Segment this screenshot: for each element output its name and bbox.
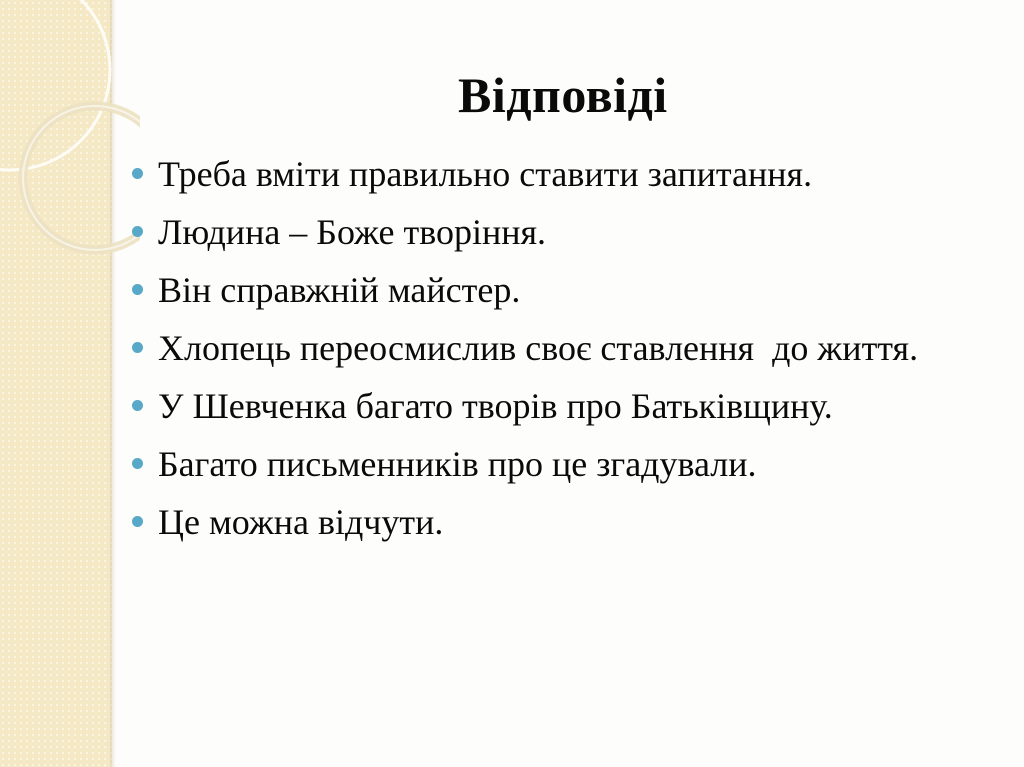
bullet-dot-icon — [132, 400, 143, 411]
bullet-text: Людина – Боже творіння. — [158, 212, 547, 252]
bullet-item — [132, 382, 1012, 431]
bullet-dot-icon — [132, 342, 143, 353]
bullet-dot-icon — [132, 284, 143, 295]
bullet-text: Багато письменників про це згадували. — [158, 444, 757, 484]
bullet-text: У Шевченка багато творів про Батьківщину. — [158, 386, 833, 426]
decorative-side-band — [0, 0, 112, 767]
bullet-dot-icon — [132, 458, 143, 469]
bullet-dot-icon — [132, 168, 143, 179]
bullet-item — [132, 498, 1012, 547]
bullet-item — [132, 266, 1012, 315]
bullet-text: Це можна відчути. — [158, 502, 444, 542]
bullet-item — [132, 440, 1012, 489]
bullet-item — [132, 208, 1012, 257]
bullet-dot-icon — [132, 226, 143, 237]
bullet-item — [132, 150, 1012, 199]
slide-title: Відповіді — [458, 67, 668, 123]
bullet-list — [132, 150, 1012, 556]
bullet-text: Треба вміти правильно ставити запитання. — [158, 154, 813, 194]
bullet-item — [132, 324, 1012, 373]
side-band-edge — [110, 0, 116, 767]
bullet-text: Він справжній майстер. — [158, 270, 521, 310]
bullet-dot-icon — [132, 516, 143, 527]
bullet-text: Хлопець переосмислив своє ставлення до життя. — [158, 328, 919, 368]
